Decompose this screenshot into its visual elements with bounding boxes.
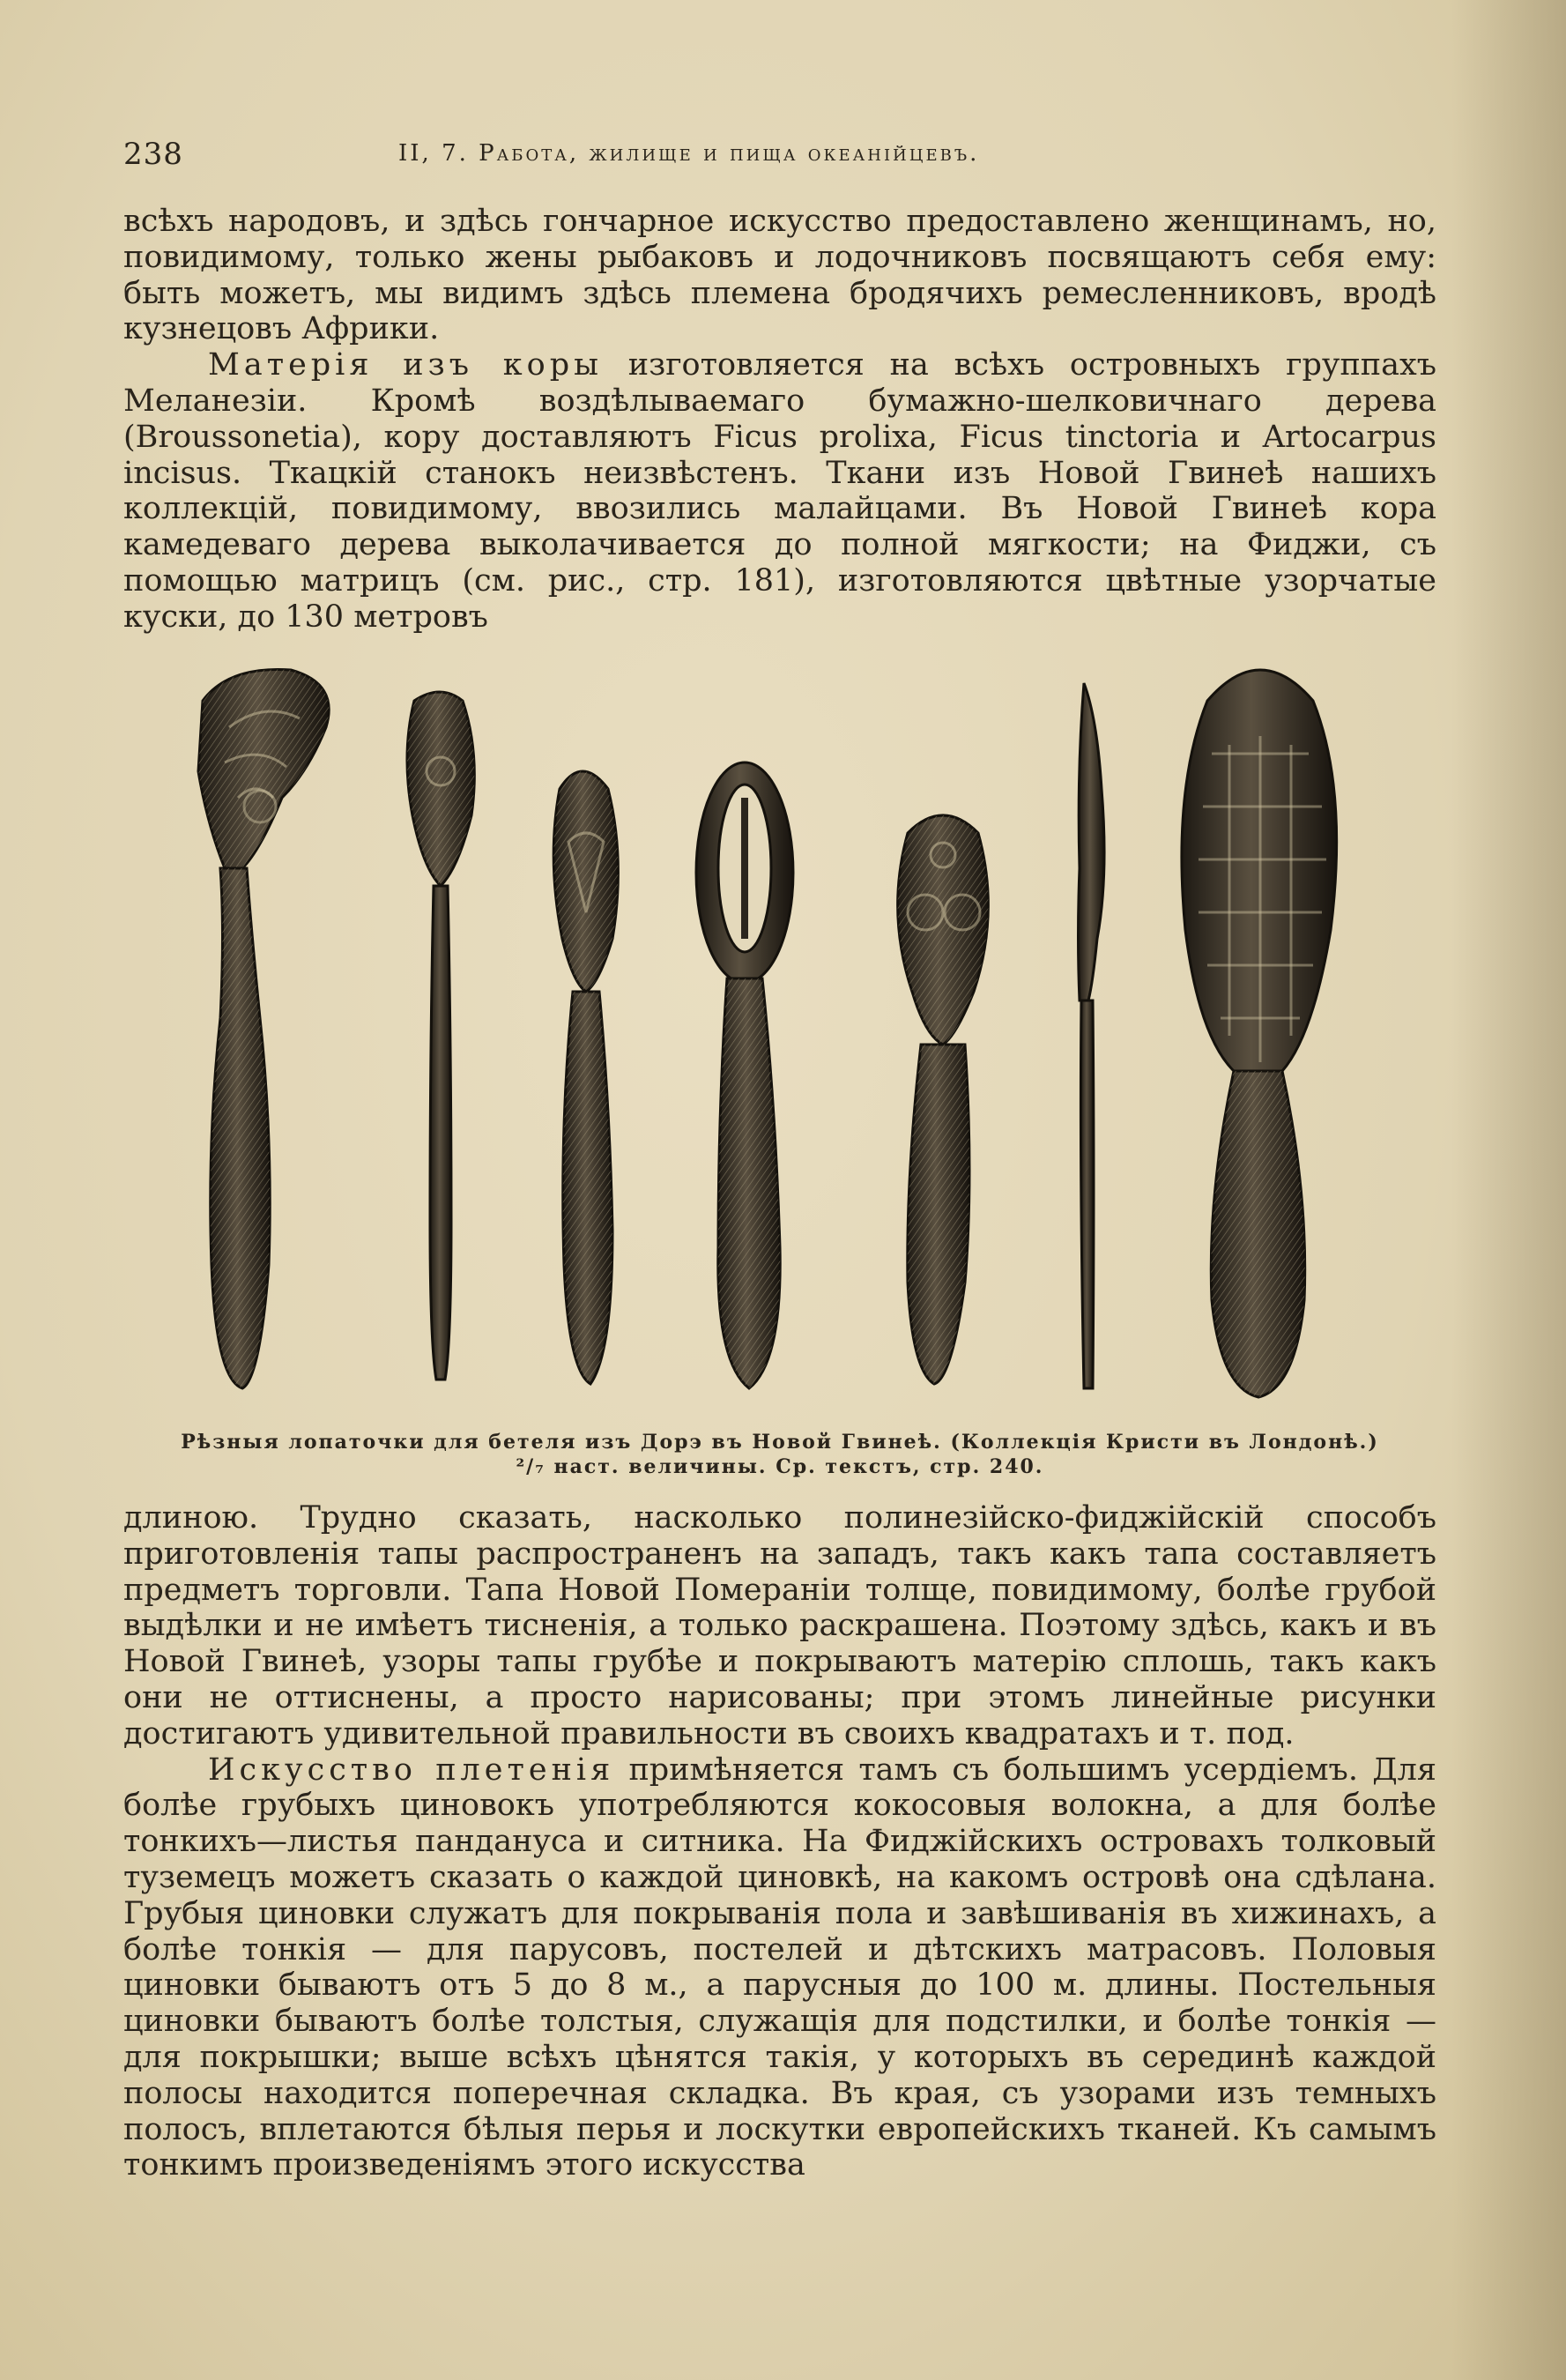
paragraph-text: примѣняется тамъ съ большимъ усердіемъ. Для болѣе грубыхъ циновокъ употребляются кокосовыя волокна, а для болѣе тонкихъ—листья пандануса и ситника. На Фиджійскихъ островахъ толковый туземецъ можетъ сказать о каждой циновкѣ, на какомъ островѣ она сдѣлана. Грубыя циновки служатъ для покрыванія пола и завѣшиванія въ хижинахъ, а болѣе тонкія — для парусовъ, постелей и дѣтскихъ матрасовъ. Половыя циновки бываютъ отъ 5 до 8 м., а парусныя до 100 м. длины. Постельныя циновки бываютъ болѣе толстыя, служащія для подстилки, и болѣе тонкія — для покрышки; выше всѣхъ цѣнятся такія, у которыхъ въ серединѣ каждой полосы находится поперечная складка. Въ края, съ узорами изъ темныхъ полосъ, вплетаются бѣлыя перья и лоскутки европейскихъ тканей. Къ самымъ тонкимъ произведеніямъ этого искусства	[123, 1752, 1436, 2183]
bottom-text-block	[123, 1500, 1436, 2183]
figure-scale-note: ²/₇ наст. величины. Ср. текстъ, стр. 240.	[516, 1455, 1044, 1478]
emphasized-term: Искусство плетенія	[208, 1752, 615, 1788]
spatula-3	[553, 771, 618, 1384]
paragraph	[123, 1752, 1436, 2184]
spatula-5	[898, 815, 989, 1384]
spatula-6	[1079, 683, 1105, 1388]
spatula-7	[1182, 670, 1337, 1397]
paragraph: длиною. Трудно сказать, насколько полинезійско-фиджійскій способъ приготовленія тапы распространенъ на западъ, такъ какъ тапа составляетъ предметъ торговли. Тапа Новой Помераніи толще, повидимому, болѣе грубой выдѣлки и не имѣетъ тисненія, а только раскрашена. Поэтому здѣсь, какъ и въ Новой Гвинеѣ, узоры тапы грубѣе и покрываютъ матерію сплошь, такъ какъ они не оттиснены, а просто нарисованы; при этомъ линейные рисунки достигаютъ удивительной правильности въ своихъ квадратахъ и т. под.	[123, 1500, 1436, 1752]
betel-spatulas-illustration	[176, 648, 1392, 1424]
spatula-2	[407, 692, 474, 1380]
paragraph-text: изготовляется на всѣхъ островныхъ группахъ Меланезіи. Кромѣ воздѣлываемаго бумажно-шелковичнаго дерева (Broussonetia), кору доставляютъ Ficus prolixa, Ficus tinctoria и Artocarpus incisus. Ткацкій станокъ неизвѣстенъ. Ткани изъ Новой Гвинеѣ нашихъ коллекцій, повидимому, ввозились малайцами. Въ Новой Гвинеѣ кора камедеваго дерева выколачивается до полной мягкости; на Фиджи, съ помощью матрицъ (см. рис., стр. 181), изготовляются цвѣтные узорчатые куски, до 130 метровъ	[123, 347, 1436, 635]
running-title: II, 7. Работа, жилище и пища океанійцевъ.	[398, 140, 980, 167]
spatula-4	[696, 762, 793, 1388]
spatulas-engraving	[176, 648, 1392, 1424]
top-text-block	[123, 204, 1436, 636]
figure-caption: Рѣзныя лопаточки для бетеля изъ Дорэ въ Новой Гвинеѣ. (Коллекція Кристи въ Лондонѣ.)	[181, 1431, 1379, 1454]
spatula-1	[198, 669, 329, 1388]
page-header	[123, 137, 1445, 172]
paragraph: всѣхъ народовъ, и здѣсь гончарное искусство предоставлено женщинамъ, но, повидимому, только жены рыбаковъ и лодочниковъ посвящаютъ себя ему: быть можетъ, мы видимъ здѣсь племена бродячихъ ремесленниковъ, вродѣ кузнецовъ Африки.	[123, 204, 1436, 347]
emphasized-term: Матерія изъ коры	[208, 347, 603, 383]
paragraph	[123, 347, 1436, 635]
page-number: 238	[123, 137, 183, 172]
